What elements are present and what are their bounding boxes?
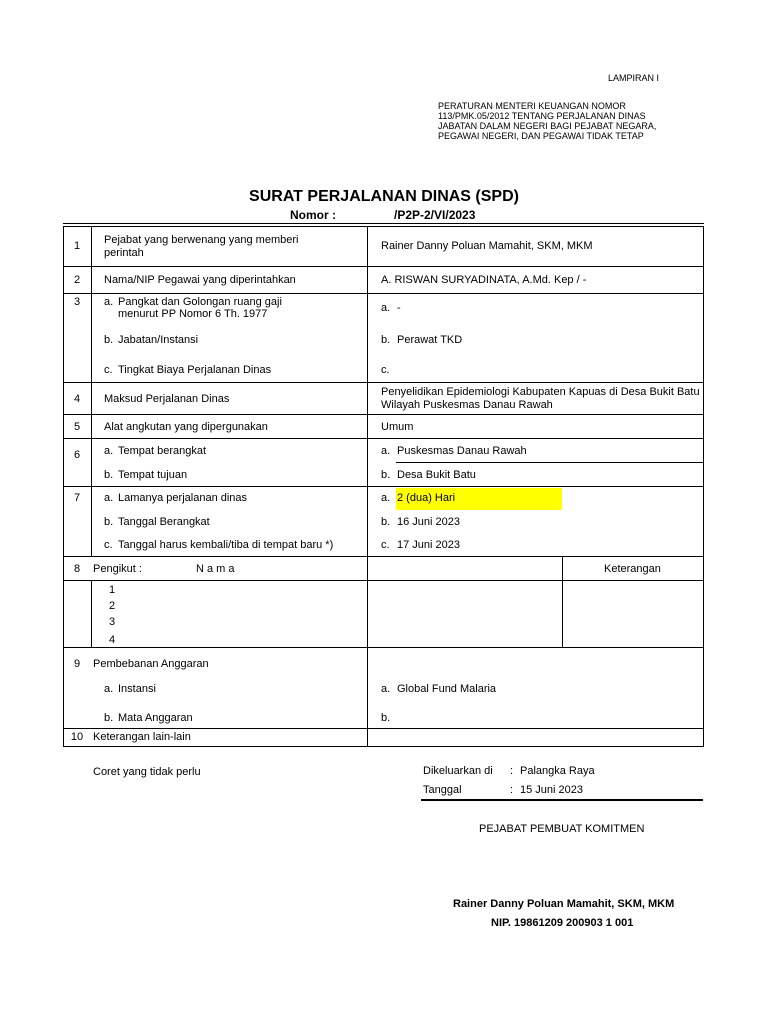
row-number: 2 — [73, 274, 81, 286]
row3-a-value-prefix: a. — [381, 302, 391, 314]
pengikut-item-number: 3 — [109, 616, 116, 628]
row1-value: Rainer Danny Poluan Mamahit, SKM, MKM — [381, 240, 593, 252]
row7-b-value: 16 Juni 2023 — [397, 516, 460, 528]
pengikut-item-number: 4 — [109, 634, 116, 646]
row3-b-prefix: b. — [104, 334, 114, 346]
row3-a-label-cont: menurut PP Nomor 6 Th. 1977 — [118, 308, 268, 320]
official-name: Rainer Danny Poluan Mamahit, SKM, MKM — [453, 898, 675, 910]
row-number: 4 — [73, 393, 81, 405]
row6-b-label: Tempat tujuan — [118, 469, 188, 481]
regulation-line: PERATURAN MENTERI KEUANGAN NOMOR — [438, 101, 626, 111]
dikeluarkan-value: Palangka Raya — [520, 765, 595, 777]
row1-label: Pejabat yang berwenang yang memberi — [104, 234, 299, 246]
table-border — [63, 486, 704, 487]
row6-b-prefix: b. — [104, 469, 114, 481]
row9-a-prefix: a. — [104, 683, 114, 695]
row-number: 6 — [73, 449, 81, 461]
footer-divider — [421, 799, 703, 801]
dikeluarkan-colon: : — [510, 765, 514, 777]
table-border — [91, 580, 92, 648]
row6-b-value-prefix: b. — [381, 469, 391, 481]
footer-note: Coret yang tidak perlu — [93, 766, 201, 778]
row-number: 3 — [73, 296, 81, 308]
tanggal-colon: : — [510, 784, 514, 796]
regulation-line: JABATAN DALAM NEGERI BAGI PEJABAT NEGARA, — [438, 121, 657, 131]
row-number: 5 — [73, 421, 81, 433]
row-number: 10 — [70, 731, 84, 743]
row2-label: Nama/NIP Pegawai yang diperintahkan — [104, 274, 296, 286]
nomor-value: /P2P-2/VI/2023 — [394, 208, 476, 222]
pengikut-item-number: 1 — [109, 584, 116, 596]
row9-b-value-prefix: b. — [381, 712, 391, 724]
row9-b-label: Mata Anggaran — [118, 712, 193, 724]
row9-label: Pembebanan Anggaran — [93, 658, 209, 670]
table-border — [703, 226, 704, 747]
row7-b-value-prefix: b. — [381, 516, 391, 528]
row3-a-prefix: a. — [104, 296, 114, 308]
row3-b-label: Jabatan/Instansi — [118, 334, 199, 346]
row-number: 9 — [73, 658, 81, 670]
table-border — [63, 746, 704, 747]
row3-c-label: Tingkat Biaya Perjalanan Dinas — [118, 364, 272, 376]
table-border — [63, 414, 704, 415]
table-border — [63, 266, 704, 267]
row7-c-value: 17 Juni 2023 — [397, 539, 460, 551]
row9-a-value-prefix: a. — [381, 683, 391, 695]
document-title: SURAT PERJALANAN DINAS (SPD) — [249, 188, 519, 205]
table-border — [63, 580, 704, 581]
row6-a-value-prefix: a. — [381, 445, 391, 457]
table-border — [63, 647, 704, 648]
table-border — [63, 226, 704, 227]
row7-c-value-prefix: c. — [381, 539, 390, 551]
row1-label-cont: perintah — [104, 247, 144, 259]
row3-c-prefix: c. — [104, 364, 113, 376]
row9-a-value: Global Fund Malaria — [397, 683, 497, 695]
row3-b-value: Perawat TKD — [397, 334, 463, 346]
row6-a-prefix: a. — [104, 445, 114, 457]
table-border — [91, 226, 92, 557]
row7-c-prefix: c. — [104, 539, 113, 551]
row3-b-value-prefix: b. — [381, 334, 391, 346]
tanggal-label: Tanggal — [423, 784, 462, 796]
lampiran-label: LAMPIRAN I — [608, 73, 660, 83]
official-nip: NIP. 19861209 200903 1 001 — [491, 917, 634, 929]
row4-value: Penyelidikan Epidemiologi Kabupaten Kapuas di Desa Bukit Batu — [381, 386, 700, 398]
row-number: 7 — [73, 492, 81, 504]
row9-b-prefix: b. — [104, 712, 114, 724]
official-title: PEJABAT PEMBUAT KOMITMEN — [479, 823, 645, 835]
row10-label: Keterangan lain-lain — [93, 731, 191, 743]
table-border — [367, 226, 368, 747]
row8-keterangan-header: Keterangan — [604, 563, 661, 575]
row2-value: A. RISWAN SURYADINATA, A.Md. Kep / - — [381, 274, 587, 286]
row-number: 1 — [73, 240, 81, 252]
row7-a-label: Lamanya perjalanan dinas — [118, 492, 248, 504]
row7-b-label: Tanggal Berangkat — [118, 516, 210, 528]
row7-b-prefix: b. — [104, 516, 114, 528]
row8-nama-header: N a m a — [196, 563, 235, 575]
row6-a-value: Puskesmas Danau Rawah — [397, 445, 527, 457]
regulation-line: PEGAWAI NEGERI, DAN PEGAWAI TIDAK TETAP — [438, 131, 644, 141]
regulation-reference — [438, 101, 678, 141]
dikeluarkan-label: Dikeluarkan di — [423, 765, 493, 777]
table-top-rule — [63, 223, 704, 224]
row3-a-value: - — [397, 302, 401, 314]
row6-value-underline — [396, 462, 703, 463]
table-border — [63, 728, 704, 729]
row7-a-prefix: a. — [104, 492, 114, 504]
table-border — [63, 293, 704, 294]
pengikut-item-number: 2 — [109, 600, 116, 612]
row9-a-label: Instansi — [118, 683, 156, 695]
row5-label: Alat angkutan yang dipergunakan — [104, 421, 268, 433]
nomor-label: Nomor : — [290, 208, 336, 222]
row4-value-cont: Wilayah Puskesmas Danau Rawah — [381, 399, 553, 411]
row7-a-value: 2 (dua) Hari — [397, 492, 456, 504]
regulation-line: 113/PMK.05/2012 TENTANG PERJALANAN DINAS — [438, 111, 646, 121]
row7-a-value-prefix: a. — [381, 492, 391, 504]
table-border — [562, 556, 563, 648]
row3-c-value-prefix: c. — [381, 364, 390, 376]
row5-value: Umum — [381, 421, 414, 433]
row6-a-label: Tempat berangkat — [118, 445, 207, 457]
table-border — [63, 438, 704, 439]
row6-b-value: Desa Bukit Batu — [397, 469, 476, 481]
row3-a-label: Pangkat dan Golongan ruang gaji — [118, 296, 282, 308]
table-border — [63, 382, 704, 383]
tanggal-value: 15 Juni 2023 — [520, 784, 583, 796]
row-number: 8 — [73, 563, 81, 575]
row8-pengikut-label: Pengikut : — [93, 563, 142, 575]
row7-c-label: Tanggal harus kembali/tiba di tempat baru *) — [118, 539, 334, 551]
table-border — [63, 556, 704, 557]
row4-label: Maksud Perjalanan Dinas — [104, 393, 230, 405]
